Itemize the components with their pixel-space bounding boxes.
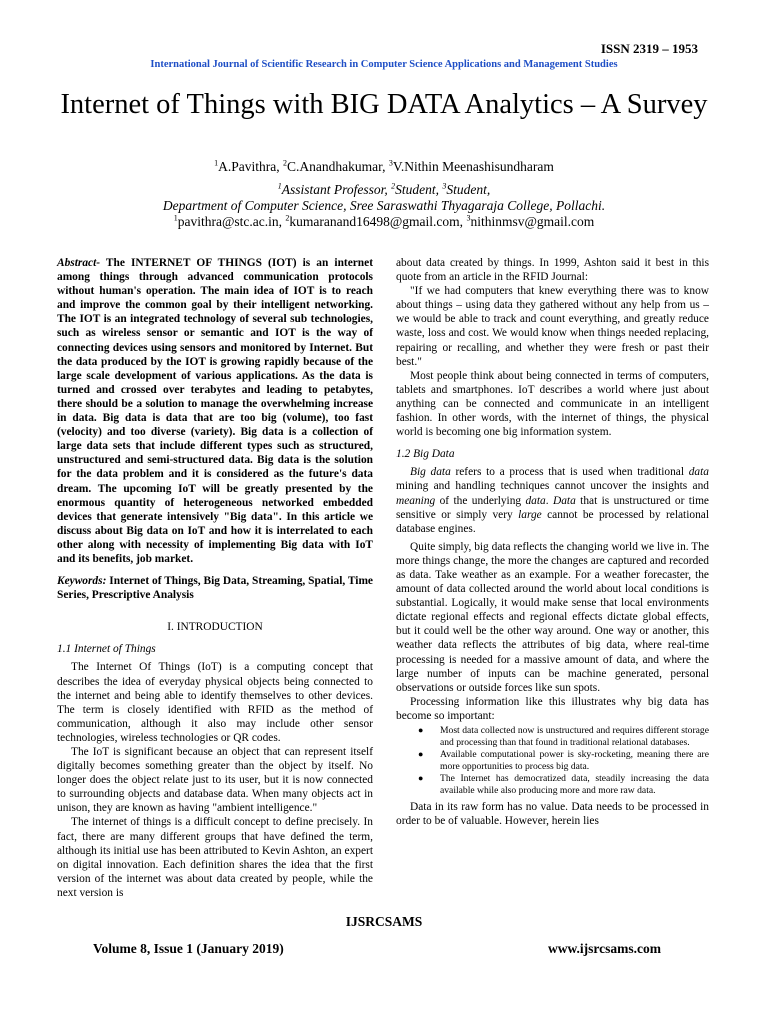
subsection-heading-iot: 1.1 Internet of Things	[57, 643, 156, 656]
paragraph: The Internet Of Things (IoT) is a computing concept that describes the idea of everyday physical objects being connected to the internet and being able to identify themselves to other devices. The term is closely identified with RFID as the method of communication, although it also may include other sensor technologies, wireless technologies or QR codes.	[57, 661, 373, 744]
author-2: C.Anandhakumar,	[287, 159, 389, 174]
paragraph: The IoT is significant because an object that can represent itself digitally becomes something greater than the object by itself. No longer does the object relate just to its user, but it is now connected to surrounding objects and database data. When many objects act in unison, they are known as having "ambient intelligence."	[57, 746, 373, 815]
author-emails: $^1$pavithra@stc.ac.in, $^2$kumaranand16498@gmail.com, $^3$nithinmsv@gmail.com	[173, 213, 595, 229]
footer-website: www.ijsrcsams.com	[548, 941, 661, 956]
bullet-icon: ●	[418, 749, 424, 760]
left-column	[57, 256, 373, 900]
bullet-list	[396, 725, 709, 797]
abstract-label: Abstract-	[57, 257, 101, 269]
paragraph: Most people think about being connected in terms of computers, tablets and smartphones. IoT describes a world where just about anything can be connected and communicate in an intelligent fashion. In other words, with the internet of things, the physical world is becoming one big information system.	[396, 369, 709, 439]
list-item: ● The Internet has democratized data, steadily increasing the data available while also producing more and more raw data.	[418, 773, 709, 796]
author-list: $^1$A.Pavithra, $^2$C.Anandhakumar, $^3$V.Nithin Meenashisundharam	[214, 158, 554, 174]
author-roles: $^1$Assistant Professor, $^2$Student, $^3$Student,	[277, 181, 491, 197]
paragraph: Quite simply, big data reflects the changing world we live in. The more things change, the more the changes are captured and recorded as data. Take weather as an example. For a weather forecaster, the amount of data collected around the world about local conditions is substantial. Logically, it would make sense that local environments dictate regional effects and regional effects dictate global effects, but it could well be the other way around. One way or another, this weather data reflects the attributes of big data, where real-time processing is needed for a massive amount of data, and where the large number of inputs can be machine generated, personal observations or outside forces like sun spots.	[396, 540, 709, 694]
keywords-label: Keywords:	[57, 575, 107, 588]
journal-name: International Journal of Scientific Research in Computer Science Applications and Management Studies	[150, 59, 618, 70]
issn: ISSN 2319 – 1953	[600, 41, 698, 56]
author-1: A.Pavithra,	[218, 159, 284, 174]
section-heading-introduction: I. INTRODUCTION	[167, 621, 263, 634]
paragraph: about data created by things. In 1999, Ashton said it best in this quote from an article in the RFID Journal:	[396, 257, 709, 284]
author-3: V.Nithin Meenashisundharam	[392, 159, 554, 174]
subsection-heading-big-data: 1.2 Big Data	[396, 448, 455, 461]
paragraph: The internet of things is a difficult concept to define precisely. In fact, there are many different groups that have defined the term, although its initial use has been attributed to Kevin Ashton, an expert on digital innovation. Each definition shares the idea that the first version of the internet was about data created by people, while the next version is	[57, 816, 373, 899]
footer-journal-abbrev: IJSRCSAMS	[345, 914, 423, 929]
abstract: Abstract- The INTERNET OF THINGS (IOT) is an internet among things through advanced communication protocols without human's operation. The main idea of IOT is to reach and improve the common goal by their intelligent networking. The IOT is an integrated technology of several sub technologies, such as wireless sensor or semantic and IOT is the way of connecting devices using sensors and monitored by Internet. But the data produced by the IOT is growing rapidly because of the large scale development of various applications. As the data is turned and crossed over terabytes and leading to petabytes, there should be a solution to manage the overwhelming increase in data. Big data is data that are too big (volume), too fast (velocity) and too diverse (variety). Big data is a collection of large data sets that include different types such as structured, unstructured and semi-structured data. Big data is the solution for the data problem and it is considered as the future's data dream. The upcoming IoT will be greatly presented by the enormous quantity of heterogeneous networked embedded devices that generate intensively "Big data". In this article we discuss about Big data on IoT and how it is interrelated to each other along with necessity of implementing Big data with IoT and its benefits, job market.	[57, 257, 373, 565]
department: Department of Computer Science, Sree Saraswathi Thyagaraja College, Pollachi.	[162, 198, 606, 213]
paper-title: Internet of Things with BIG DATA Analytics – A Survey	[60, 89, 708, 120]
affiliation	[0, 182, 768, 230]
keywords: Keywords: Internet of Things, Big Data, Streaming, Spatial, Time Series, Prescriptive Analysis	[57, 575, 373, 602]
paragraph: Data in its raw form has no value. Data needs to be processed in order to be of valuable. However, herein lies	[396, 800, 709, 827]
list-item: ● Available computational power is sky-rocketing, meaning there are more opportunities to process big data.	[418, 749, 709, 772]
paragraph: Processing information like this illustrates why big data has become so important:	[396, 695, 709, 722]
footer-volume: Volume 8, Issue 1 (January 2019)	[93, 941, 284, 956]
bullet-icon: ●	[418, 725, 424, 735]
list-item: ● Most data collected now is unstructured and requires different storage and processing than that found in traditional relational databases.	[418, 725, 709, 748]
quote-paragraph: "If we had computers that knew everything there was to know about things – using data they gathered without any help from us – we would be able to track and count everything, and greatly reduce waste, loss and cost. We would know when things needed replacing, repairing or recalling, and whether they were fresh or past their best."	[396, 285, 709, 368]
right-column	[396, 256, 709, 828]
bullet-icon: ●	[418, 773, 424, 784]
paragraph-big-data-definition: Big data refers to a process that is used when traditional data mining and handling techniques cannot uncover the insights and meaning of the underlying data. Data that is unstructured or time sensitive or simply very large cannot be processed by relational database engines.	[396, 466, 709, 535]
